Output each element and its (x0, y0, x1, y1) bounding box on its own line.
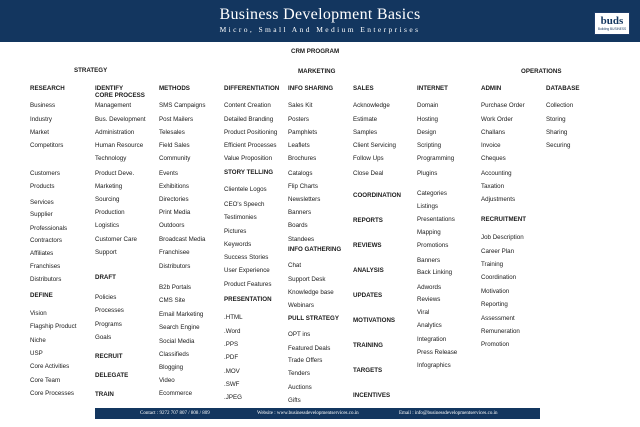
gathering-item: Knowledge base (288, 289, 334, 296)
admin-item: Taxation (481, 183, 505, 190)
recruitment-item: Remuneration (481, 328, 520, 335)
differentiation-item: Content Creation (224, 102, 271, 109)
admin-item: Cheques (481, 155, 506, 162)
identify-item: Technology (95, 155, 127, 162)
internet-item: Analytics (417, 322, 442, 329)
sales-section-header: TRAINING (353, 342, 383, 349)
presentation-item: .PDF (224, 354, 239, 361)
identify-item: Marketing (95, 183, 123, 190)
methods-item: Broadcast Media (159, 236, 206, 243)
info-item: Standees (288, 236, 315, 243)
column-header-sales: SALES (353, 85, 374, 92)
methods-item: Blogging (159, 364, 184, 371)
sales-item: Samples (353, 129, 378, 136)
sales-item: Acknowledge (353, 102, 390, 109)
define-item: USP (30, 350, 43, 357)
research-item: Affiliates (30, 250, 54, 257)
research-item: Customers (30, 170, 60, 177)
internet-item: Scripting (417, 142, 442, 149)
info-item: Catalogs (288, 170, 313, 177)
internet-item: Categories (417, 190, 447, 197)
recruitment-item: Promotion (481, 341, 510, 348)
define-item: Core Team (30, 377, 61, 384)
internet-item: Adwords (417, 284, 442, 291)
methods-item: Post Mailers (159, 116, 194, 123)
presentation-item: .SWF (224, 381, 240, 388)
section-header-delegate: DELEGATE (95, 372, 129, 379)
define-item: Niche (30, 337, 46, 344)
identify-item: Human Resource (95, 142, 144, 149)
section-header-train: TRAIN (95, 391, 114, 398)
internet-item: Programming (417, 155, 455, 162)
presentation-item: .JPEG (224, 394, 242, 401)
story-item: Pictures (224, 228, 247, 235)
presentation-item: .PPS (224, 341, 239, 348)
admin-item: Adjustments (481, 196, 516, 203)
presentation-item: .MOV (224, 368, 240, 375)
research-item: Services (30, 199, 54, 206)
internet-item: Reviews (417, 296, 441, 303)
sales-section-header: REPORTS (353, 217, 383, 224)
info-item: Flip Charts (288, 183, 318, 190)
database-item: Securing (546, 142, 571, 149)
research-item: Industry (30, 116, 53, 123)
define-item: Vision (30, 310, 47, 317)
methods-item: Franchisee (159, 249, 190, 256)
methods-item: SMS Campaigns (159, 102, 206, 109)
info-item: Pamphlets (288, 129, 318, 136)
methods-item: Search Engine (159, 324, 200, 331)
info-item: Leaflets (288, 142, 310, 149)
research-item: Distributors (30, 276, 62, 283)
section-header-recruit: RECRUIT (95, 353, 123, 360)
methods-item: Outdoors (159, 222, 185, 229)
internet-item: Integration (417, 336, 447, 343)
column-header-differentiation: DIFFERENTIATION (224, 85, 280, 92)
info-item: Sales Kit (288, 102, 313, 109)
methods-item: CMS Site (159, 297, 186, 304)
research-item: Competitors (30, 142, 64, 149)
admin-item: Purchase Order (481, 102, 525, 109)
story-item: Clientele Logos (224, 186, 267, 193)
differentiation-item: Value Proposition (224, 155, 273, 162)
identify-item: Logistics (95, 222, 120, 229)
pull-item: Gifts (288, 397, 301, 404)
info-item: Boards (288, 222, 308, 229)
research-item: Business (30, 102, 56, 109)
info-item: Banners (288, 209, 312, 216)
column-header-core-process: CORE PROCESS (95, 92, 145, 99)
methods-item: Events (159, 170, 178, 177)
pull-item: OPT ins (288, 331, 311, 338)
methods-item: Field Sales (159, 142, 190, 149)
story-item: Keywords (224, 241, 252, 248)
sales-item: Client Servicing (353, 142, 396, 149)
database-item: Storing (546, 116, 566, 123)
admin-item: Challans (481, 129, 506, 136)
methods-item: Video (159, 377, 175, 384)
differentiation-item: Detailed Branding (224, 116, 274, 123)
footer-contact: Contact : 9272 707 807 / 808 / 809 (140, 411, 210, 416)
methods-item: Email Marketing (159, 311, 204, 318)
internet-item: Hosting (417, 116, 438, 123)
internet-item: Banners (417, 257, 441, 264)
column-header-identify: IDENTIFY (95, 85, 124, 92)
story-item: Testimonies (224, 214, 257, 221)
section-header-define: DEFINE (30, 292, 53, 299)
recruitment-item: Assessment (481, 315, 515, 322)
info-item: Posters (288, 116, 309, 123)
internet-item: Design (417, 129, 437, 136)
story-item: CEO's Speech (224, 201, 265, 208)
methods-item: Distributors (159, 263, 191, 270)
band-crm-program: CRM PROGRAM (291, 48, 340, 55)
methods-item: Telesales (159, 129, 185, 136)
presentation-item: .HTML (224, 314, 243, 321)
methods-item: Community (159, 155, 191, 162)
info-item: Brochures (288, 155, 317, 162)
sales-section-header: UPDATES (353, 292, 383, 299)
internet-item: Back Linking (417, 269, 453, 276)
differentiation-item: Efficient Processes (224, 142, 277, 149)
recruitment-item: Job Description (481, 234, 524, 241)
pull-item: Auctions (288, 384, 312, 391)
identify-item: Sourcing (95, 196, 120, 203)
column-header-internet: INTERNET (417, 85, 448, 92)
section-header-draft: DRAFT (95, 274, 116, 281)
pull-item: Trade Offers (288, 357, 323, 364)
methods-item: Ecommerce (159, 390, 193, 397)
band-strategy: STRATEGY (74, 67, 108, 74)
pull-item: Tenders (288, 370, 311, 377)
database-item: Collection (546, 102, 574, 109)
methods-item: B2b Portals (159, 284, 191, 291)
logo-tagline: Building BUSINESS (597, 27, 627, 31)
sales-item: Estimate (353, 116, 378, 123)
identify-item: Management (95, 102, 132, 109)
gathering-item: Chat (288, 262, 302, 269)
research-item: Contractors (30, 237, 62, 244)
internet-item: Mapping (417, 229, 441, 236)
recruitment-item: Motivation (481, 288, 510, 295)
recruitment-item: Training (481, 261, 504, 268)
story-item: Product Features (224, 281, 272, 288)
admin-item: Work Order (481, 116, 513, 123)
identify-item: Bus. Development (95, 116, 146, 123)
research-item: Supplier (30, 211, 53, 218)
internet-item: Press Release (417, 349, 458, 356)
sales-section-header: ANALYSIS (353, 267, 384, 274)
sales-section-header: COORDINATION (353, 192, 402, 199)
column-header-info-sharing: INFO SHARING (288, 85, 334, 92)
presentation-item: .Word (224, 328, 241, 335)
recruitment-item: Career Plan (481, 248, 515, 255)
section-header-info-gathering: INFO GATHERING (288, 246, 342, 253)
logo-text: buds (600, 15, 624, 27)
footer-email: Email : info@businessdevelopmentservices.co.in (399, 411, 498, 416)
recruitment-item: Coordination (481, 274, 517, 281)
draft-item: Policies (95, 294, 117, 301)
recruitment-item: Reporting (481, 301, 508, 308)
pull-item: Featured Deals (288, 345, 331, 352)
column-header-research: RESEARCH (30, 85, 65, 92)
header-banner (0, 0, 640, 42)
page-title: Business Development Basics (219, 6, 421, 23)
research-item: Franchises (30, 263, 61, 270)
methods-item: Classifieds (159, 351, 189, 358)
internet-item: Domain (417, 102, 439, 109)
band-operations: OPERATIONS (521, 68, 562, 75)
identify-item: Production (95, 209, 125, 216)
internet-item: Viral (417, 309, 430, 316)
sales-section-header: MOTIVATIONS (353, 317, 396, 324)
database-item: Sharing (546, 129, 568, 136)
section-header-pull-strategy: PULL STRATEGY (288, 315, 339, 322)
identify-item: Support (95, 249, 117, 256)
identify-item: Administration (95, 129, 135, 136)
gathering-item: Support Desk (288, 276, 326, 283)
gathering-item: Webinars (288, 302, 315, 309)
story-item: User Experience (224, 267, 270, 274)
internet-item: Presentations (417, 216, 455, 223)
methods-item: Social Media (159, 338, 195, 345)
band-marketing: MARKETING (298, 68, 336, 75)
column-header-database: DATABASE (546, 85, 580, 92)
column-header-admin: ADMIN (481, 85, 502, 92)
internet-item: Plugins (417, 170, 438, 177)
methods-item: Exhibitions (159, 183, 189, 190)
footer-website: Website : www.businessdevelopmentservices.co.in (257, 411, 359, 416)
research-item: Market (30, 129, 49, 136)
define-item: Core Processes (30, 390, 75, 397)
draft-item: Goals (95, 334, 112, 341)
draft-item: Processes (95, 307, 124, 314)
research-item: Professionals (30, 225, 68, 232)
footer-bar (95, 408, 540, 419)
define-item: Core Activities (30, 363, 70, 370)
admin-item: Invoice (481, 142, 501, 149)
section-header-story-telling: STORY TELLING (224, 169, 274, 176)
sales-section-header: INCENTIVES (353, 392, 391, 399)
methods-item: Directories (159, 196, 189, 203)
sales-section-header: TARGETS (353, 367, 383, 374)
identify-item: Product Deve. (95, 170, 135, 177)
identify-item: Customer Care (95, 236, 137, 243)
define-item: Flagship Product (30, 323, 77, 330)
section-header-recruitment: RECRUITMENT (481, 216, 527, 223)
column-header-methods: METHODS (159, 85, 190, 92)
differentiation-item: Product Positioning (224, 129, 278, 136)
internet-item: Listings (417, 203, 438, 210)
story-item: Success Stories (224, 254, 269, 261)
research-item: Products (30, 183, 55, 190)
internet-item: Infographics (417, 362, 451, 369)
internet-item: Promotions (417, 242, 449, 249)
admin-item: Accounting (481, 170, 512, 177)
draft-item: Programs (95, 321, 122, 328)
page-subtitle: Micro, Small And Medium Enterprises (219, 25, 421, 34)
sales-item: Close Deal (353, 170, 384, 177)
sales-section-header: REVIEWS (353, 242, 382, 249)
methods-item: Print Media (159, 209, 191, 216)
buds-logo (594, 12, 630, 35)
section-header-presentation: PRESENTATION (224, 296, 272, 303)
info-item: Newsletters (288, 196, 321, 203)
sales-item: Follow Ups (353, 155, 384, 162)
